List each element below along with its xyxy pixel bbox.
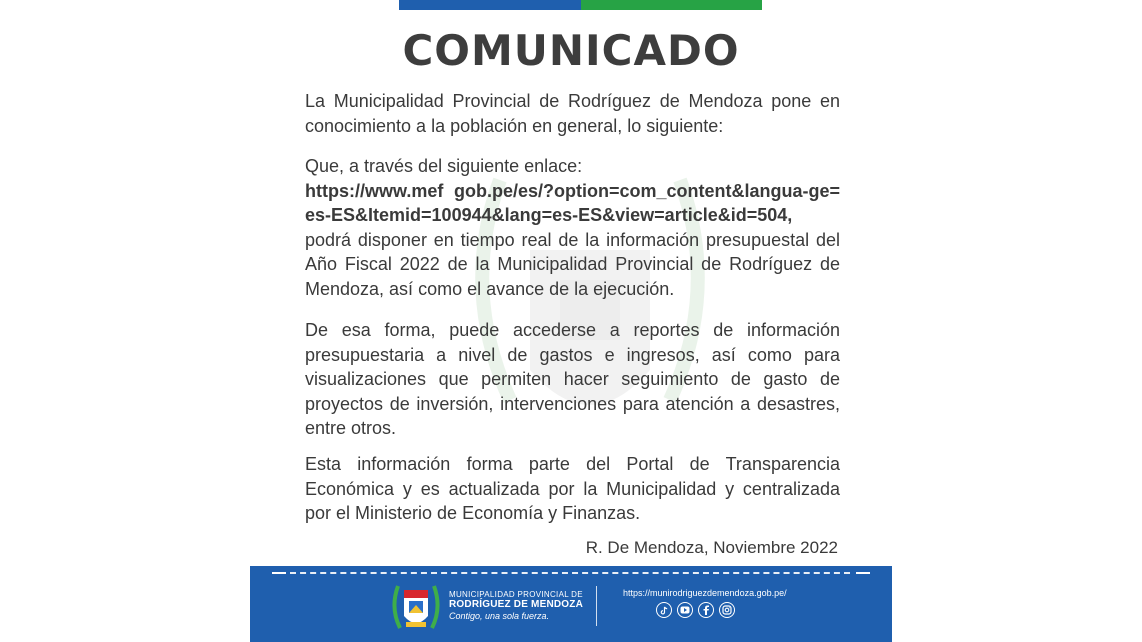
municipality-name — [449, 590, 583, 621]
top-color-bar — [399, 0, 762, 10]
paragraph-intro: La Municipalidad Provincial de Rodríguez de Mendoza pone en conocimiento a la población en general, lo siguiente: — [305, 91, 840, 136]
footer-bar — [250, 566, 892, 642]
footer-dash — [272, 572, 286, 574]
municipal-crest-logo — [390, 578, 442, 634]
youtube-icon[interactable] — [677, 602, 693, 618]
instagram-icon[interactable] — [719, 602, 735, 618]
footer-dash — [856, 572, 870, 574]
mef-link[interactable]: https://www.mef gob.pe/es/?option=com_content&langua-ge=es-ES&Itemid=100944&lang=es-ES&view=article&id=504, — [305, 180, 840, 225]
date-line: R. De Mendoza, Noviembre 2022 — [585, 538, 838, 557]
paragraph-link-block — [305, 154, 840, 301]
page-title: COMUNICADO — [402, 26, 740, 75]
paragraph-transparency: Esta información forma parte del Portal de Transparencia Económica y es actualizada por la Municipalidad y centralizada por el Ministerio de Economía y Finanzas. — [305, 454, 840, 523]
link-description: podrá disponer en tiempo real de la información presupuestal del Año Fiscal 2022 de la Municipalidad Provincial de Rodríguez de Mendoza, así como el avance de la ejecución. — [305, 229, 840, 299]
tiktok-icon[interactable] — [656, 602, 672, 618]
slogan: Contigo, una sola fuerza. — [449, 611, 550, 621]
paragraph-reports: De esa forma, puede accederse a reportes de información presupuestaria a nivel de gastos e ingresos, así como para visualizaciones que permiten hacer seguimiento de gasto de proyectos de inversión, intervenciones para atención a desastres, entre otros. — [305, 320, 840, 438]
footer-dash-line — [290, 572, 850, 574]
footer-divider — [596, 586, 597, 626]
link-intro: Que, a través del siguiente enlace: — [305, 156, 583, 176]
facebook-icon[interactable] — [698, 602, 714, 618]
org-line2: RODRÍGUEZ DE MENDOZA — [449, 599, 583, 610]
social-icons — [656, 602, 735, 618]
org-line1: MUNICIPALIDAD PROVINCIAL DE — [449, 590, 583, 599]
top-bar-blue — [399, 0, 581, 10]
top-bar-green — [581, 0, 763, 10]
website-link[interactable]: https://munirodriguezdemendoza.gob.pe/ — [623, 588, 787, 598]
